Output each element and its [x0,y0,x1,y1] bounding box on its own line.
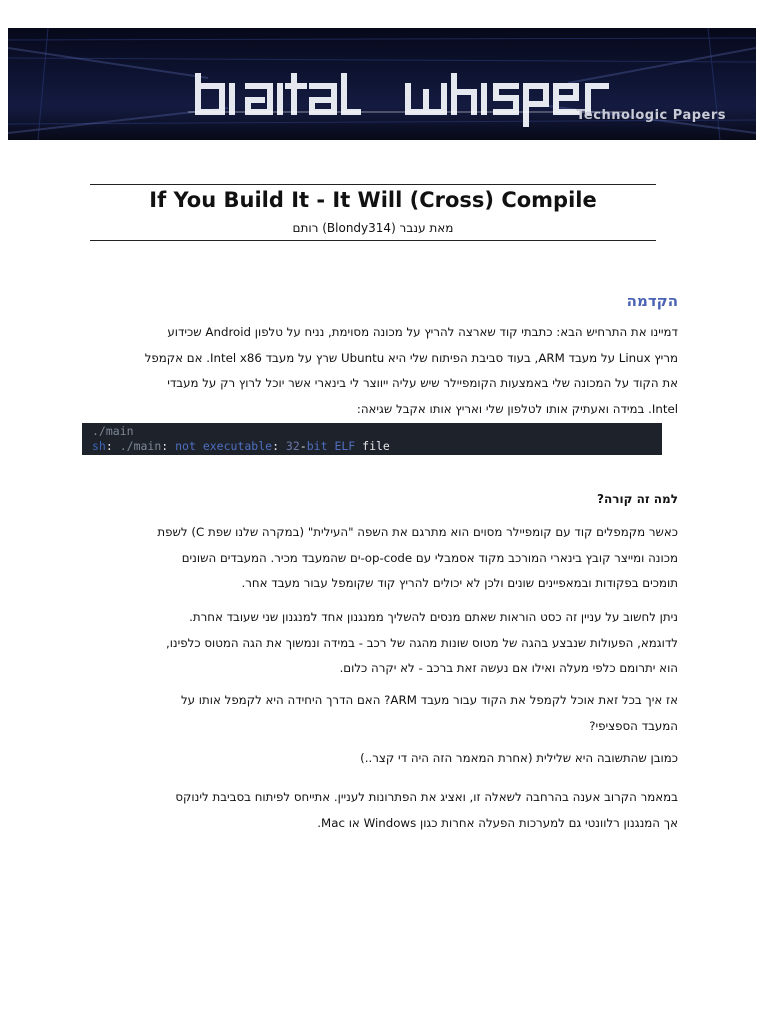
why-paragraph-1 [86,520,678,597]
paragraph-line: מכונה ומייצר קובץ בינארי המורכב מקוד אסמבלי עם op-code-ים שהמעבד מכיר. המעבדים השונים [181,550,678,565]
code-sep: : [272,438,286,453]
section-heading-why: למה זה קורה? [597,492,678,506]
code-path: ./main [92,424,134,438]
code-sep: : [105,438,120,453]
article-title: If You Build It - It Will (Cross) Compile [149,188,597,212]
code-file: file [362,438,390,453]
paragraph-line: לדוגמא, הפעולות שנבצע בהגה של מטוס שונות מהגה של רכב - במידה ונמשוך את הגה המטוס כלפינו, [165,635,678,650]
why-paragraph-3 [86,688,678,739]
intro-line: דמיינו את התרחיש הבא: כתבתי קוד שארצה להריץ על מכונה מסוימת, נניח על טלפון Android שכידוע [167,325,678,339]
intro-line: את הקוד על המכונה שלי באמצעות הקומפיילר שיש עליה ייווצר לי בינארי אשר יוכל לרוץ רק על מעבדי [167,376,678,390]
title-bottom-rule [90,240,656,241]
why-paragraph-4 [86,746,678,772]
paragraph-line: המעבד הספציפי? [589,718,678,733]
article-byline: מאת ענבר (Blondy314) רותם [292,221,454,235]
code-dash: - [299,438,307,453]
code-message: not executable [175,438,273,453]
header-banner [8,28,756,140]
code-block [82,423,662,455]
intro-line: Intel. במידה ואעתיק אותו לטלפון שלי ואריץ אותו אקבל שגיאה: [356,401,678,416]
paragraph-line: כמובן שהתשובה היא שלילית (אחרת המאמר הזה היה די קצר..) [360,751,678,765]
intro-paragraph [86,320,678,422]
why-paragraph-2 [86,605,678,682]
paragraph-line: אך המנגנון רלוונטי גם למערכות הפעלה אחרות כגון Windows או Mac. [317,815,678,830]
paragraph-line: ניתן לחשוב על עניין זה כסט הוראות שאתם מנסים להשליך ממנגנון אחד למנגנון שני שעובד אחרת. [189,610,678,624]
code-bit: bit [306,438,328,453]
paragraph-line: תומכים בפקודות ובמאפיינים שונים ולכן לא יכולים להריץ קוד שקומפל עבור מעבד אחר. [241,576,678,590]
section-heading-intro: הקדמה [626,292,678,310]
code-sep: : [161,438,176,453]
paragraph-line: הוא יתרומם כלפי מעלה ואילו אם נעשה זאת ברכב - לא יקרה כלום. [339,661,678,675]
code-path: ./main [119,438,162,453]
banner-subtitle: Technologic Papers [576,108,726,123]
code-shell: sh [92,438,106,453]
intro-line: מריץ Linux על מעבד ARM, בעוד סביבת הפיתוח שלי היא Ubuntu שרץ על מעבד Intel x86. אם אקמפל [144,350,678,365]
code-elf: ELF [334,438,356,453]
why-paragraph-5 [86,785,678,836]
title-top-rule [90,184,656,185]
code-line-2 [92,439,662,454]
paragraph-line: במאמר הקרוב אענה בהרחבה לשאלה זו, ואציג את הפתרונות לעניין. אתייחס לפיתוח בסביבת לינוקס [175,790,678,804]
digital-whisper-logo [8,28,756,140]
paragraph-line: אז איך בכל זאת אוכל לקמפל את הקוד עבור מעבד ARM? האם הדרך היחידה היא לקמפל אותו על [180,693,678,707]
paragraph-line: כאשר מקמפלים קוד עם קומפיילר מסוים הוא מתרגם את השפה "העילית" (במקרה שלנו שפת C) לשפת [157,525,678,539]
code-line-1 [92,424,662,439]
code-number: 32 [285,438,300,453]
